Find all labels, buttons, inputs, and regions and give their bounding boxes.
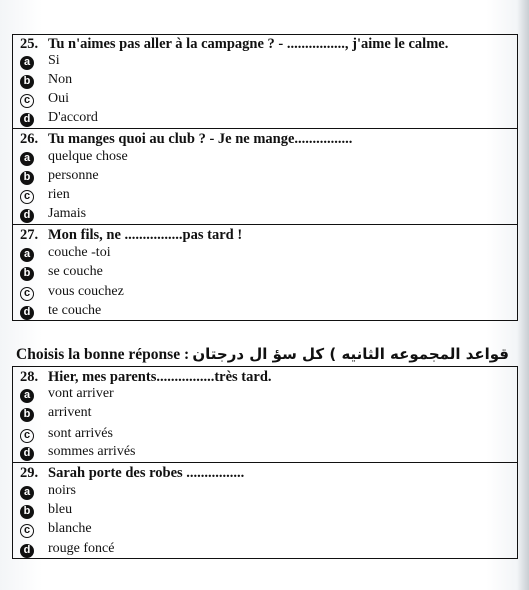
question-number: 25. bbox=[20, 36, 39, 52]
option-text: noirs bbox=[48, 483, 76, 498]
option-text: vous couchez bbox=[48, 284, 124, 299]
option-c[interactable] bbox=[20, 426, 113, 443]
question-stem bbox=[20, 465, 244, 481]
divider-26-27 bbox=[12, 224, 518, 225]
question-stem bbox=[20, 369, 272, 385]
question-text: Mon fils, ne ................pas tard ! bbox=[48, 227, 243, 243]
question-text: Tu manges quoi au club ? - Je ne mange................ bbox=[48, 131, 353, 147]
section-heading: Choisis la bonne réponse : bbox=[16, 346, 190, 363]
option-text: quelque chose bbox=[48, 149, 128, 164]
question-27 bbox=[16, 227, 516, 319]
question-text: Hier, mes parents................très tard. bbox=[48, 369, 272, 385]
option-text: sont arrivés bbox=[48, 426, 113, 441]
option-c-bubble-icon: c bbox=[20, 287, 34, 301]
option-d[interactable] bbox=[20, 541, 115, 558]
option-text: te couche bbox=[48, 303, 102, 318]
option-b-bubble-icon: b bbox=[20, 505, 34, 519]
option-text: bleu bbox=[48, 502, 73, 517]
option-c[interactable] bbox=[20, 284, 124, 301]
option-b-bubble-icon: b bbox=[20, 267, 34, 281]
option-d-bubble-icon: d bbox=[20, 544, 34, 558]
option-d-bubble-icon: d bbox=[20, 447, 34, 461]
option-c-bubble-icon: c bbox=[20, 94, 34, 108]
option-c-bubble-icon: c bbox=[20, 524, 34, 538]
option-b-bubble-icon: b bbox=[20, 408, 34, 422]
option-d[interactable] bbox=[20, 110, 98, 127]
question-number: 28. bbox=[20, 369, 39, 385]
option-b[interactable] bbox=[20, 264, 103, 281]
option-b[interactable] bbox=[20, 168, 99, 185]
arabic-instruction: قواعد المجموعه الثانيه ) كل سؤ ال درجتان bbox=[192, 345, 509, 363]
option-a[interactable] bbox=[20, 245, 111, 262]
option-c[interactable] bbox=[20, 187, 70, 204]
option-c-bubble-icon: c bbox=[20, 190, 34, 204]
option-a[interactable] bbox=[20, 483, 76, 500]
option-text: rouge foncé bbox=[48, 541, 115, 556]
option-text: Oui bbox=[48, 91, 69, 106]
option-text: se couche bbox=[48, 264, 103, 279]
option-text: arrivent bbox=[48, 405, 92, 420]
option-text: Jamais bbox=[48, 206, 87, 221]
option-a-bubble-icon: a bbox=[20, 248, 34, 262]
option-a[interactable] bbox=[20, 149, 128, 166]
option-text: personne bbox=[48, 168, 99, 183]
option-b[interactable] bbox=[20, 72, 73, 89]
question-text: Tu n'aimes pas aller à la campagne ? - ................, j'aime le calme. bbox=[48, 36, 449, 52]
option-text: couche -toi bbox=[48, 245, 111, 260]
option-b[interactable] bbox=[20, 405, 92, 422]
option-c[interactable] bbox=[20, 521, 92, 538]
option-c[interactable] bbox=[20, 91, 69, 108]
option-text: vont arriver bbox=[48, 386, 114, 401]
option-b[interactable] bbox=[20, 502, 73, 519]
option-a-bubble-icon: a bbox=[20, 486, 34, 500]
question-25 bbox=[16, 36, 516, 128]
page-edge-shadow bbox=[517, 0, 529, 590]
question-28 bbox=[16, 369, 516, 461]
option-a-bubble-icon: a bbox=[20, 389, 34, 403]
question-text: Sarah porte des robes ................ bbox=[48, 465, 245, 481]
option-d[interactable] bbox=[20, 206, 87, 223]
option-b-bubble-icon: b bbox=[20, 171, 34, 185]
question-number: 27. bbox=[20, 227, 39, 243]
option-c-bubble-icon: c bbox=[20, 429, 34, 443]
option-a-bubble-icon: a bbox=[20, 56, 34, 70]
question-stem bbox=[20, 36, 448, 52]
option-b-bubble-icon: b bbox=[20, 75, 34, 89]
option-text: sommes arrivés bbox=[48, 444, 136, 459]
divider-28-29 bbox=[12, 462, 518, 463]
option-text: D'accord bbox=[48, 110, 98, 125]
option-text: Si bbox=[48, 53, 60, 68]
option-a[interactable] bbox=[20, 386, 114, 403]
option-a-bubble-icon: a bbox=[20, 152, 34, 166]
question-stem bbox=[20, 227, 242, 243]
option-d-bubble-icon: d bbox=[20, 306, 34, 320]
option-text: rien bbox=[48, 187, 70, 202]
option-d[interactable] bbox=[20, 303, 102, 320]
divider-25-26 bbox=[12, 128, 518, 129]
option-a[interactable] bbox=[20, 53, 60, 70]
question-number: 26. bbox=[20, 131, 39, 147]
question-29 bbox=[16, 465, 516, 557]
question-stem bbox=[20, 131, 352, 147]
option-text: blanche bbox=[48, 521, 92, 536]
option-d-bubble-icon: d bbox=[20, 113, 34, 127]
question-26 bbox=[16, 131, 516, 223]
option-d-bubble-icon: d bbox=[20, 209, 34, 223]
option-d[interactable] bbox=[20, 444, 136, 461]
question-number: 29. bbox=[20, 465, 39, 481]
option-text: Non bbox=[48, 72, 73, 87]
